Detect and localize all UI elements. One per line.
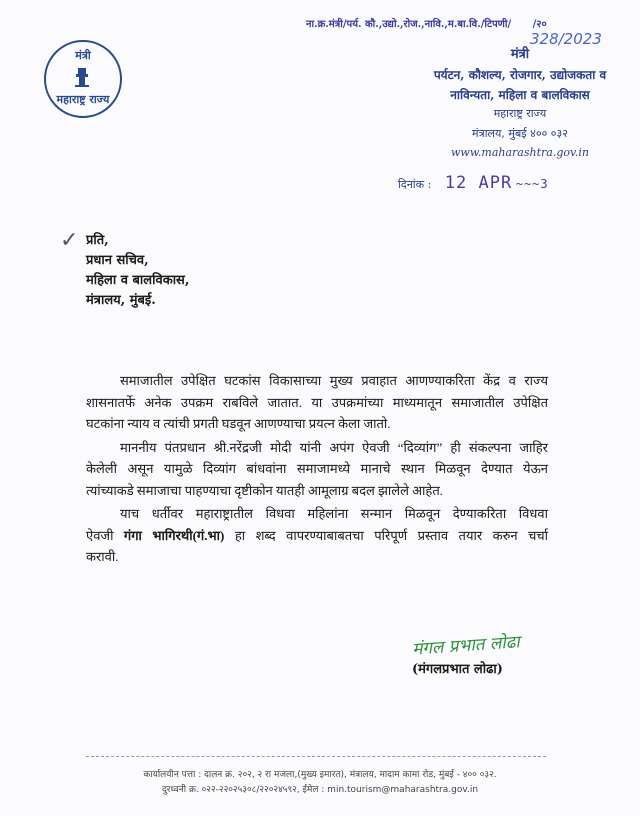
reference-number: 328/2023: [530, 30, 602, 48]
body-line: केलेली असून यामुळे दिव्यांग बांधवांना समाजामध्ये मानाचे स्थान मिळवून देण्यात येऊन: [86, 461, 548, 476]
reference-year: /२०: [532, 19, 547, 30]
state-emblem-seal: [44, 40, 122, 118]
date-stamp: 12 APR: [444, 173, 513, 193]
body-line: घटकांना न्याय व त्यांची प्रगती घडवून आणण्याचा प्रयत्न केला जातो.: [86, 416, 391, 431]
footer-divider: [86, 756, 546, 757]
recipient-line: प्रधान सचिव,: [86, 253, 149, 268]
body-line: करावी.: [86, 549, 119, 564]
body-line: याच धर्तीवर महाराष्ट्रातील विधवा महिलांना सन्मान मिळवून देण्याकरिता विधवा: [120, 506, 548, 521]
letter-body: [86, 370, 548, 568]
text: ऐवजी: [86, 527, 124, 543]
handwritten-signature: मंगल प्रभात लोढा: [411, 632, 521, 660]
office-address: मंत्रालय, मुंबई ४०० ०३२: [472, 127, 568, 140]
recipient-address: [86, 231, 189, 311]
recipient-line: मंत्रालय, मुंबई.: [86, 293, 156, 308]
bold-term: गंगा भागिरथी(गं.भा): [123, 527, 225, 543]
date-year: ~~~3: [515, 177, 549, 191]
letterhead-title: मंत्री: [510, 47, 530, 62]
footer-address: कार्यालयीन पत्ता : दालन क्र. २०२, २ रा मजला,(मुख्य इमारत), मंत्रालय, मादाम कामा रोड, मुंबई - ४०० ०३२.: [143, 770, 497, 780]
reference-line: [306, 16, 547, 30]
recipient-line: प्रति,: [86, 233, 109, 248]
text: हा शब्द वापरण्याबाबतचा परिपूर्ण प्रस्ताव तयार करुन चर्चा: [224, 527, 549, 543]
seal-bottom-text: महाराष्ट्र राज्य: [56, 93, 110, 106]
body-line: [86, 525, 548, 547]
body-line: शासनातर्फे अनेक उपक्रम राबविले जातात. या उपक्रमांच्या माध्यमातून समाजातील उपेक्षित: [86, 394, 548, 410]
footer-contact: दुरध्वनी क्र. ०२२-२२०२५३०८/२२०२४५९२, ईमेल : min.tourism@maharashtra.gov.in: [161, 785, 479, 795]
date-label: दिनांक :: [398, 178, 432, 191]
website: www.maharashtra.gov.in: [450, 146, 590, 159]
date-line: [398, 173, 549, 193]
checkmark-icon: ✓: [60, 228, 79, 253]
body-line: त्यांच्याकडे समाजाचा पाहण्याचा दृष्टीकोन यातही आमूलाग्र बदल झालेले आहेत.: [86, 482, 443, 498]
body-line: माननीय पंतप्रधान श्री.नरेंद्रजी मोदी यांनी अपंग ऐवजी “दिव्यांग” ही संकल्पना जाहिर: [120, 439, 548, 455]
body-line: समाजातील उपेक्षित घटकांस विकासाच्या मुख्य प्रवाहात आणण्याकरिता केंद्र व राज्य: [120, 373, 548, 388]
seal-top-text: मंत्री: [75, 49, 91, 62]
recipient-line: महिला व बालविकास,: [86, 273, 190, 288]
reference-code: ना.क्र.मंत्री/पर्य. कौ.,उद्यो.,रोज.,नावि.,म.बा.वि./टिपणी/: [306, 19, 512, 30]
portfolio-line1: पर्यटन, कौशल्य, रोजगार, उद्योजकता व: [433, 68, 607, 82]
signatory-name: (मंगलप्रभात लोढा): [412, 662, 503, 677]
state-name: महाराष्ट्र राज्य: [493, 107, 547, 120]
lion-capital-icon: [74, 66, 90, 88]
portfolio-line2: नाविन्यता, महिला व बालविकास: [450, 88, 590, 102]
